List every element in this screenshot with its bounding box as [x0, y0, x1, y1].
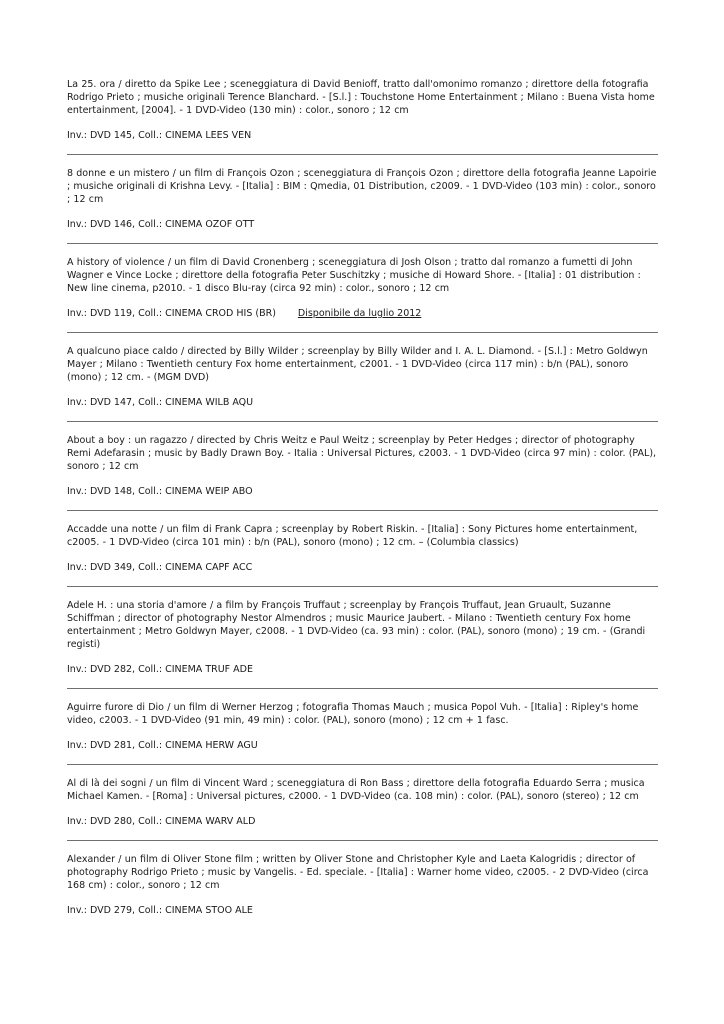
entry-description: A history of violence / un film di David Cronenberg ; sceneggiatura di Josh Olson ; tratto dal romanzo a fumetti di John Wagner e Vince Locke ; direttore della fotografia Peter Suschitzky ; musiche di Howard Shore. - [Italia] : 01 distribution : New line cinema, p2010. - 1 disco Blu-ray (circa 92 min) : color., sonoro ; 12 cm	[67, 257, 641, 294]
entry-description: Adele H. : una storia d'amore / a film by François Truffaut ; screenplay by François Truffaut, Jean Gruault, Suzanne Schiffman ; director of photography Nestor Almendros ; music Maurice Jaubert. - Milano : Twentieth century Fox home entertainment ; Metro Goldwyn Mayer, c2008. - 1 DVD-Video (ca. 93 min) : color. (PAL), sonoro (mono) ; 19 cm. - (Grandi registi)	[67, 600, 646, 650]
entry-inventory: Inv.: DVD 349, Coll.: CINEMA CAPF ACC	[67, 562, 253, 573]
entry-description: La 25. ora / diretto da Spike Lee ; sceneggiatura di David Benioff, tratto dall'omonimo romanzo ; direttore della fotografia Rodrigo Prieto ; musiche originali Terence Blanchard. - [S.l.] : Touchstone Home Entertainment ; Milano : Buena Vista home entertainment, [2004]. - 1 DVD-Video (130 min) : color., sonoro ; 12 cm	[67, 79, 655, 116]
entry-separator	[67, 421, 658, 422]
entry-inventory-line	[67, 396, 658, 409]
entry-inventory: Inv.: DVD 282, Coll.: CINEMA TRUF ADE	[67, 664, 253, 675]
entry-inventory-line	[67, 307, 658, 320]
entry-inventory-line	[67, 129, 658, 142]
entry-inventory: Inv.: DVD 148, Coll.: CINEMA WEIP ABO	[67, 486, 253, 497]
catalog-entry	[67, 78, 658, 155]
entry-description: 8 donne e un mistero / un film di François Ozon ; sceneggiatura di François Ozon ; direttore della fotografia Jeanne Lapoirie ; musiche originali di Krishna Levy. - [Italia] : BIM : Qmedia, 01 Distribution, c2009. - 1 DVD-Video (103 min) : color., sonoro ; 12 cm	[67, 168, 657, 205]
entry-inventory: Inv.: DVD 281, Coll.: CINEMA HERW AGU	[67, 740, 258, 751]
entry-separator	[67, 840, 658, 841]
entry-inventory: Inv.: DVD 145, Coll.: CINEMA LEES VEN	[67, 130, 252, 141]
catalog-entry	[67, 434, 658, 511]
entry-description: Aguirre furore di Dio / un film di Werner Herzog ; fotografia Thomas Mauch ; musica Popol Vuh. - [Italia] : Ripley's home video, c2003. - 1 DVD-Video (91 min, 49 min) : color. (PAL), sonoro (mono) ; 12 cm + 1 fasc.	[67, 702, 639, 726]
entry-inventory-line	[67, 739, 658, 752]
availability-link[interactable]: Disponibile da luglio 2012	[297, 308, 422, 319]
catalog-entry	[67, 523, 658, 587]
entry-inventory: Inv.: DVD 147, Coll.: CINEMA WILB AQU	[67, 397, 254, 408]
entry-separator	[67, 154, 658, 155]
entry-inventory: Inv.: DVD 279, Coll.: CINEMA STOO ALE	[67, 905, 253, 916]
entry-inventory-line	[67, 663, 658, 676]
entry-inventory: Inv.: DVD 119, Coll.: CINEMA CROD HIS (BR)	[67, 308, 276, 319]
entry-description: About a boy : un ragazzo / directed by Chris Weitz e Paul Weitz ; screenplay by Peter Hedges ; director of photography Remi Adefarasin ; music by Badly Drawn Boy. - Italia : Universal Pictures, c2003. - 1 DVD-Video (circa 97 min) : color. (PAL), sonoro ; 12 cm	[67, 435, 657, 472]
entry-inventory-line	[67, 561, 658, 574]
catalog-entry	[67, 167, 658, 244]
entry-inventory: Inv.: DVD 280, Coll.: CINEMA WARV ALD	[67, 816, 256, 827]
entry-separator	[67, 586, 658, 587]
catalog-entry	[67, 777, 658, 841]
entry-separator	[67, 510, 658, 511]
catalog-entry	[67, 599, 658, 689]
entry-description: Alexander / un film di Oliver Stone film ; written by Oliver Stone and Christopher Kyle and Laeta Kalogridis ; director of photography Rodrigo Prieto ; music by Vangelis. - Ed. speciale. - [Italia] : Warner home video, c2005. - 2 DVD-Video (circa 168 cm) : color., sonoro ; 12 cm	[67, 854, 649, 891]
entry-inventory-line	[67, 218, 658, 231]
entry-inventory-line	[67, 815, 658, 828]
catalog-entry	[67, 853, 658, 917]
entry-inventory-line	[67, 485, 658, 498]
entry-separator	[67, 688, 658, 689]
entry-separator	[67, 764, 658, 765]
entry-description: Al di là dei sogni / un film di Vincent Ward ; sceneggiatura di Ron Bass ; direttore della fotografia Eduardo Serra ; musica Michael Kamen. - [Roma] : Universal pictures, c2000. - 1 DVD-Video (ca. 108 min) : color. (PAL), sonoro (stereo) ; 12 cm	[67, 778, 645, 802]
catalog-entry	[67, 256, 658, 333]
entry-inventory-line	[67, 904, 658, 917]
catalog-entry	[67, 345, 658, 422]
entry-separator	[67, 332, 658, 333]
entry-inventory: Inv.: DVD 146, Coll.: CINEMA OZOF OTT	[67, 219, 255, 230]
entry-separator	[67, 243, 658, 244]
entry-description: A qualcuno piace caldo / directed by Billy Wilder ; screenplay by Billy Wilder and I. A. L. Diamond. - [S.l.] : Metro Goldwyn Mayer ; Milano : Twentieth century Fox home entertainment, c2001. - 1 DVD-Video (circa 117 min) : b/n (PAL), sonoro (mono) ; 12 cm. - (MGM DVD)	[67, 346, 648, 383]
entry-description: Accadde una notte / un film di Frank Capra ; screenplay by Robert Riskin. - [Italia] : Sony Pictures home entertainment, c2005. - 1 DVD-Video (circa 101 min) : b/n (PAL), sonoro (mono) ; 12 cm. – (Columbia classics)	[67, 524, 638, 548]
catalog-entries	[67, 78, 658, 917]
catalog-entry	[67, 701, 658, 765]
